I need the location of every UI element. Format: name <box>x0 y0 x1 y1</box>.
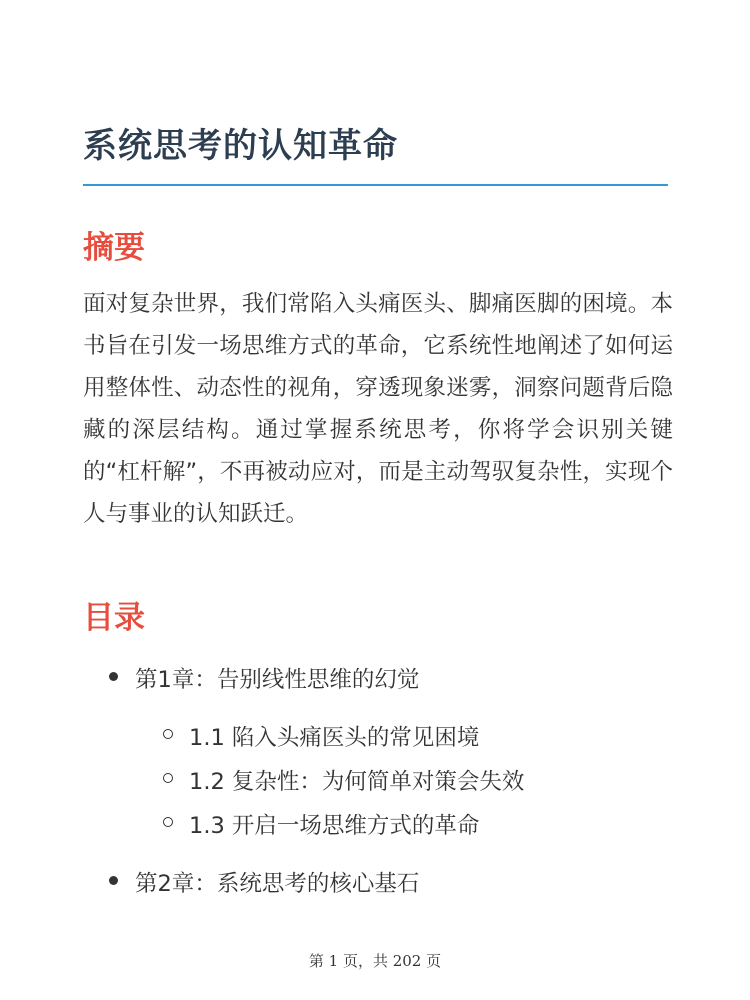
hollow-bullet-icon <box>163 729 173 739</box>
toc-section-1-2[interactable] <box>189 764 524 796</box>
toc-chapter-label: 第1章：告别线性思维的幻觉 <box>135 667 420 693</box>
toc-chapter-label: 第2章：系统思考的核心基石 <box>135 871 420 897</box>
document-title: 系统思考的认知革命 <box>83 126 398 166</box>
abstract-heading: 摘要 <box>83 230 145 266</box>
filled-bullet-icon <box>109 876 118 885</box>
toc-section-label: 1.2 复杂性：为何简单对策会失效 <box>189 769 525 795</box>
toc-section-1-1[interactable] <box>189 720 479 752</box>
toc-chapter-2[interactable] <box>135 866 419 898</box>
toc-section-1-3[interactable] <box>189 808 479 840</box>
page-footer: 第 1 页，共 202 页 <box>308 952 442 970</box>
toc-chapter-1[interactable] <box>135 662 419 694</box>
abstract-paragraph: 面对复杂世界，我们常陷入头痛医头、脚痛医脚的困境。本书旨在引发一场思维方式的革命，它系统性地阐述了如何运用整体性、动态性的视角，穿透现象迷雾，洞察问题背后隐藏的深层结构。通过掌握系统思考，你将学会识别关键的“杠杆解”，不再被动应对，而是主动驾驭复杂性，实现个人与事业的认知跃迁。 <box>83 291 673 527</box>
filled-bullet-icon <box>109 672 118 681</box>
title-divider <box>83 184 668 186</box>
toc-section-label: 1.3 开启一场思维方式的革命 <box>189 813 480 839</box>
hollow-bullet-icon <box>163 817 173 827</box>
hollow-bullet-icon <box>163 773 173 783</box>
toc-heading: 目录 <box>83 600 145 636</box>
toc-section-label: 1.1 陷入头痛医头的常见困境 <box>189 725 480 751</box>
